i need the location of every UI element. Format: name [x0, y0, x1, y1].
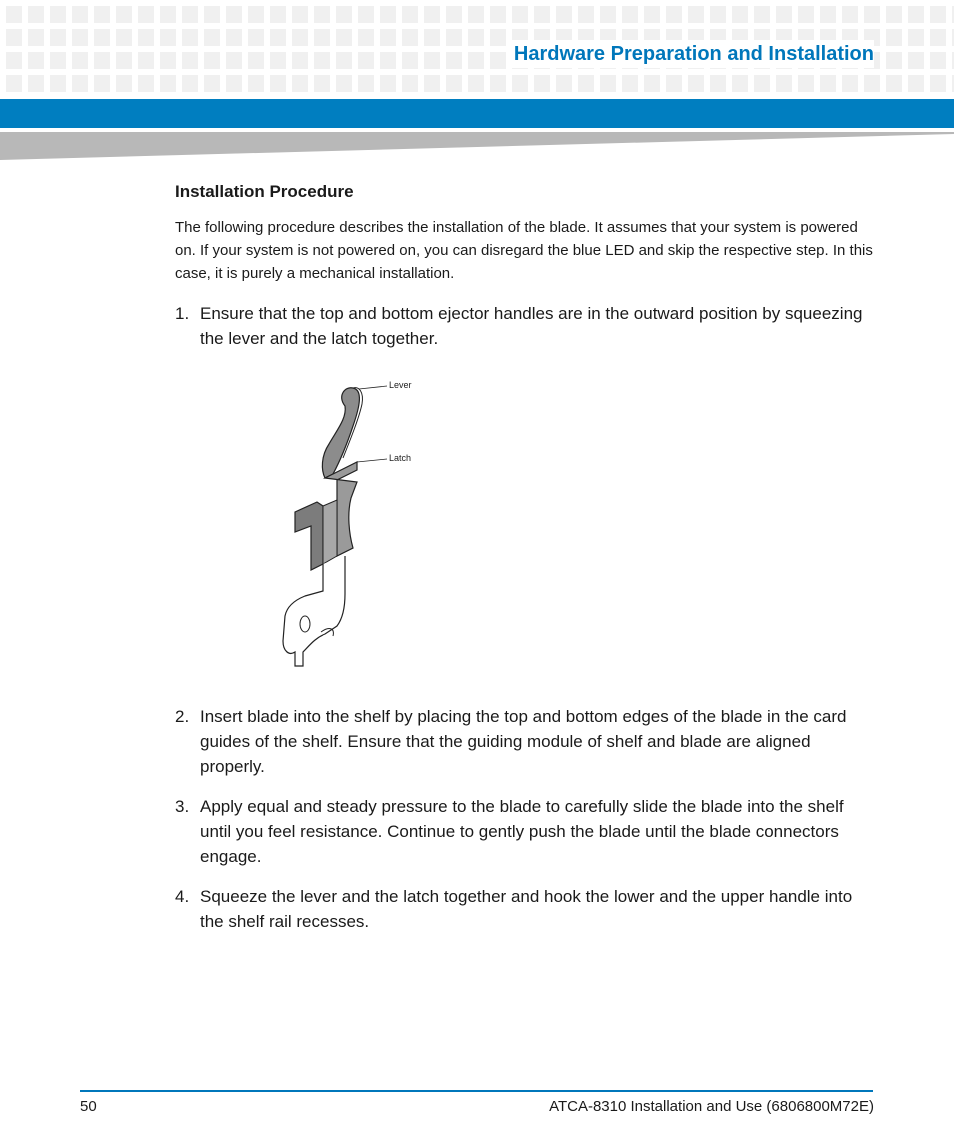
step-text: Insert blade into the shelf by placing the top and bottom edges of the blade in the card guides of the shelf. Ensure that the guiding module of shelf and blade are aligned properly. — [200, 707, 847, 776]
step-4 — [175, 884, 875, 934]
step-text: Ensure that the top and bottom ejector handles are in the outward position by squeezing the lever and the latch together. — [200, 304, 863, 348]
step-number: 1. — [175, 304, 190, 323]
step-2 — [175, 704, 875, 779]
header-band — [0, 99, 954, 128]
section-heading: Installation Procedure — [175, 182, 354, 201]
document-title: ATCA-8310 Installation and Use (6806800M72E) — [549, 1098, 874, 1115]
main-content — [175, 180, 875, 949]
chapter-title: Hardware Preparation and Installation — [508, 40, 874, 68]
ejector-handle-figure — [225, 366, 485, 696]
step-3 — [175, 794, 875, 869]
lever-label: Lever — [389, 380, 412, 390]
ejector-handle-drawing — [225, 366, 485, 696]
step-text: Squeeze the lever and the latch together and hook the lower and the upper handle into the shelf rail recesses. — [200, 887, 853, 931]
step-text: Apply equal and steady pressure to the blade to carefully slide the blade into the shelf until you feel resistance. Continue to gently push the blade until the blade connectors engage. — [200, 797, 844, 866]
intro-paragraph: The following procedure describes the installation of the blade. It assumes that your system is powered on. If your system is not powered on, you can disregard the blue LED and skip the respective step. In this case, it is purely a mechanical installation. — [175, 219, 873, 282]
step-1 — [175, 301, 875, 351]
header-wedge — [0, 130, 954, 162]
latch-label: Latch — [389, 453, 412, 463]
footer-rule — [80, 1090, 873, 1092]
page-number: 50 — [80, 1098, 97, 1115]
step-number: 4. — [175, 887, 190, 906]
step-number: 3. — [175, 797, 190, 816]
step-number: 2. — [175, 707, 190, 726]
